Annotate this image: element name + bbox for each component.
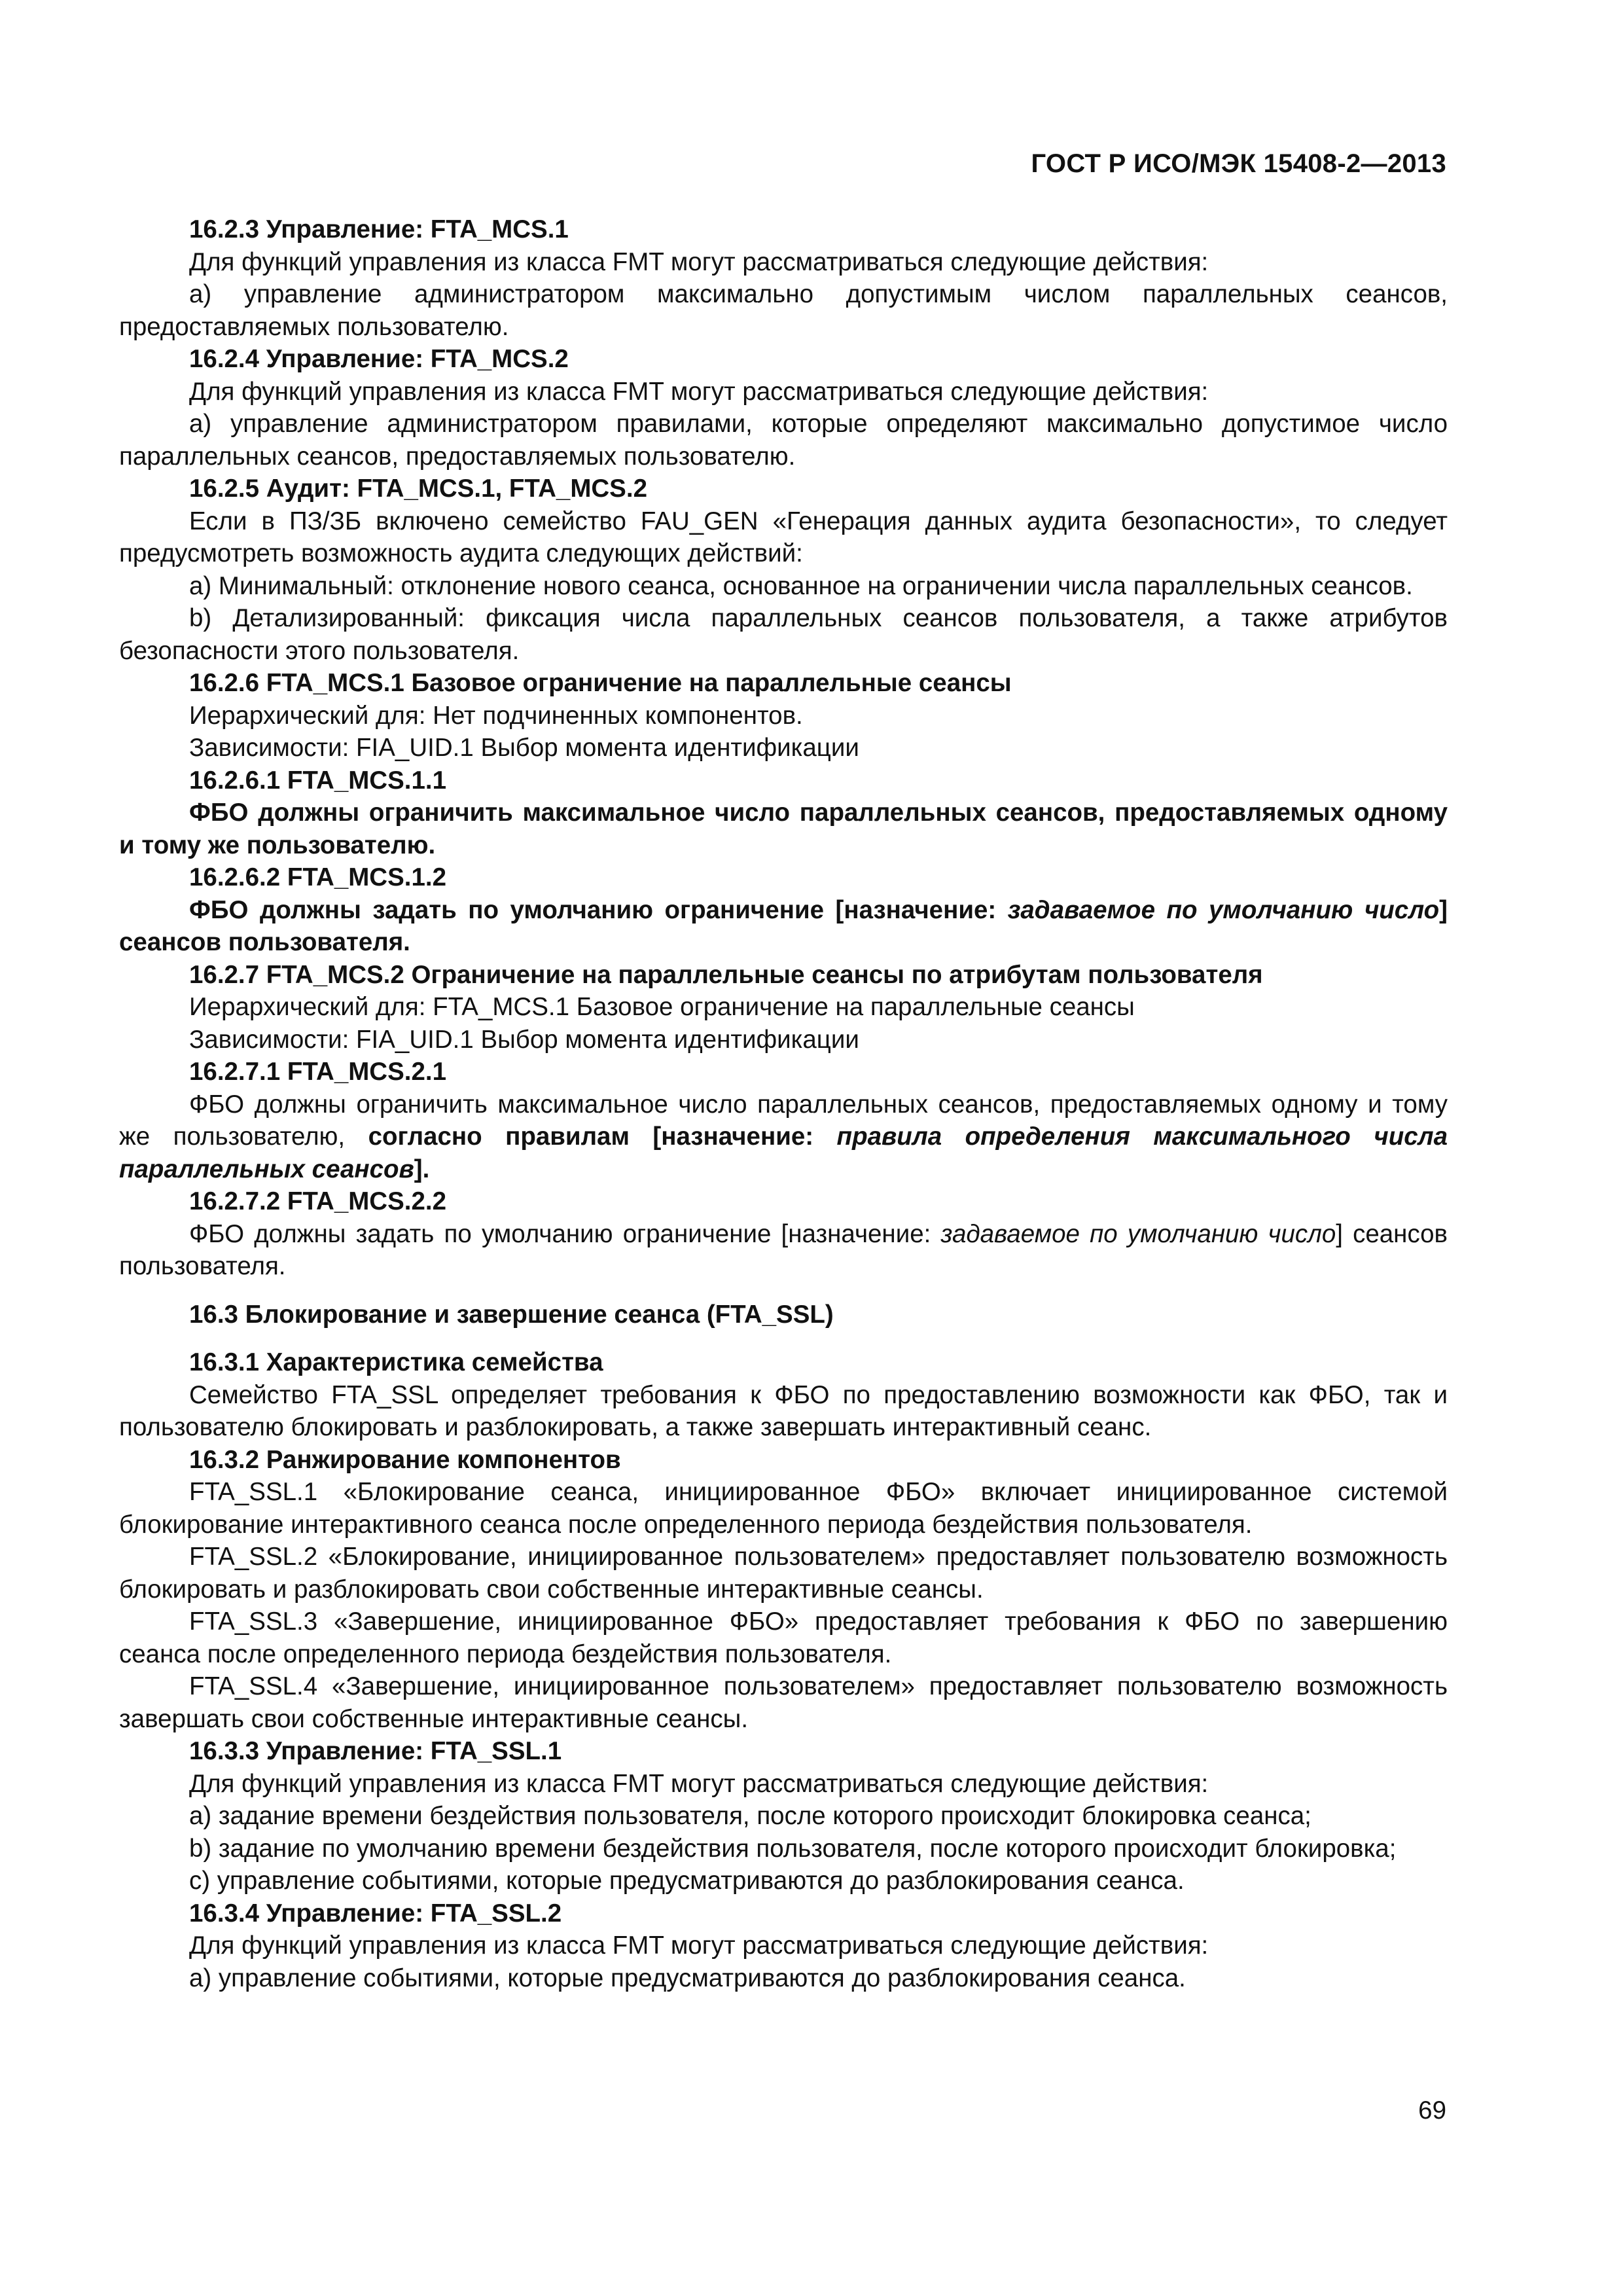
- paragraph: FTA_SSL.1 «Блокирование сеанса, инициированное ФБО» включает инициированное системой блокирование интерактивного сеанса после определенного периода бездействия пользователя.: [119, 1478, 1448, 1539]
- list-item: b) Детализированный: фиксация числа параллельных сеансов пользователя, а также атрибутов безопасности этого пользователя.: [119, 604, 1448, 665]
- element-text: [119, 1218, 1448, 1283]
- assignment-italic: правила определения максимального числа параллельных сеансов: [119, 1122, 1448, 1183]
- dependencies-line: Зависимости: FIA_UID.1 Выбор момента идентификации: [189, 734, 859, 762]
- element-text: [119, 894, 1448, 959]
- section-heading-16-2-4: 16.2.4 Управление: FTA_MCS.2: [189, 345, 569, 373]
- element-text: [119, 1088, 1448, 1186]
- document-id-header: ГОСТ Р ИСО/МЭК 15408-2—2013: [1031, 149, 1446, 178]
- text-run: ФБО должны задать по умолчанию ограничение [назначение:: [189, 1219, 941, 1248]
- section-heading-16-2-6: 16.2.6 FTA_MCS.1 Базовое ограничение на параллельные сеансы: [189, 669, 1012, 697]
- text-run: ] сеансов пользователя.: [119, 1219, 1448, 1280]
- element-heading-16-2-6-1: 16.2.6.1 FTA_MCS.1.1: [189, 766, 447, 795]
- section-heading-16-3-2: 16.3.2 Ранжирование компонентов: [189, 1445, 621, 1474]
- text-run: ФБО должны задать по умолчанию ограничение [назначение:: [189, 895, 1008, 924]
- section-heading-16-3-4: 16.3.4 Управление: FTA_SSL.2: [189, 1899, 562, 1928]
- paragraph: Если в ПЗ/ЗБ включено семейство FAU_GEN «Генерация данных аудита безопасности», то следует предусмотреть возможность аудита следующих действий:: [119, 507, 1448, 567]
- list-item: c) управление событиями, которые предусматриваются до разблокирования сеанса.: [189, 1867, 1185, 1895]
- hierarchical-line: Иерархический для: FTA_MCS.1 Базовое ограничение на параллельные сеансы: [189, 993, 1135, 1021]
- page-content: [119, 213, 1448, 1994]
- list-item: a) управление событиями, которые предусматриваются до разблокирования сеанса.: [189, 1964, 1186, 1992]
- assignment-italic: задаваемое по умолчанию число: [940, 1219, 1336, 1248]
- text-run: ФБО должны ограничить максимальное число параллельных сеансов, предоставляемых одному и тому же пользователю,: [119, 1090, 1448, 1151]
- dependencies-line: Зависимости: FIA_UID.1 Выбор момента идентификации: [189, 1025, 859, 1054]
- paragraph: FTA_SSL.3 «Завершение, инициированное ФБО» предоставляет требования к ФБО по завершению сеанса после определенного периода бездействия пользователя.: [119, 1607, 1448, 1668]
- paragraph: Для функций управления из класса FMT могут рассматриваться следующие действия:: [189, 377, 1209, 406]
- paragraph: Для функций управления из класса FMT могут рассматриваться следующие действия:: [189, 247, 1209, 276]
- list-item: a) Минимальный: отклонение нового сеанса, основанное на ограничении числа параллельных сеансов.: [189, 571, 1413, 600]
- list-item: a) управление администратором правилами, которые определяют максимально допустимое число параллельных сеансов, предоставляемых пользователю.: [119, 410, 1448, 471]
- paragraph: Семейство FTA_SSL определяет требования к ФБО по предоставлению возможности как ФБО, так и пользователю блокировать и разблокировать, а также завершать интерактивный сеанс.: [119, 1380, 1448, 1441]
- text-run: ] сеансов пользователя.: [119, 895, 1448, 956]
- section-heading-16-3-1: 16.3.1 Характеристика семейства: [189, 1348, 603, 1376]
- hierarchical-line: Иерархический для: Нет подчиненных компонентов.: [189, 701, 803, 730]
- list-item: a) задание времени бездействия пользователя, после которого происходит блокировка сеанса;: [189, 1802, 1311, 1830]
- section-heading-16-2-5: 16.2.5 Аудит: FTA_MCS.1, FTA_MCS.2: [189, 475, 647, 503]
- element-heading-16-2-6-2: 16.2.6.2 FTA_MCS.1.2: [189, 863, 447, 891]
- section-heading-16-2-7: 16.2.7 FTA_MCS.2 Ограничение на параллельные сеансы по атрибутам пользователя: [189, 960, 1263, 989]
- paragraph: FTA_SSL.4 «Завершение, инициированное пользователем» предоставляет пользователю возможность завершать свои собственные интерактивные сеансы.: [119, 1672, 1448, 1733]
- assignment-italic: задаваемое по умолчанию число: [1007, 895, 1440, 924]
- element-text: ФБО должны ограничить максимальное число параллельных сеансов, предоставляемых одному и тому же пользователю.: [119, 798, 1448, 859]
- section-heading-16-3: 16.3 Блокирование и завершение сеанса (FTA_SSL): [189, 1300, 834, 1329]
- text-run-bold: согласно правилам [назначение:: [368, 1122, 837, 1151]
- paragraph: Для функций управления из класса FMT могут рассматриваться следующие действия:: [189, 1931, 1209, 1960]
- page-number: 69: [1418, 2096, 1446, 2125]
- text-run-bold: ].: [414, 1155, 430, 1183]
- section-heading-16-2-3: 16.2.3 Управление: FTA_MCS.1: [189, 215, 569, 243]
- element-heading-16-2-7-1: 16.2.7.1 FTA_MCS.2.1: [189, 1058, 447, 1086]
- list-item: b) задание по умолчанию времени бездействия пользователя, после которого происходит блокировка;: [189, 1834, 1397, 1863]
- element-heading-16-2-7-2: 16.2.7.2 FTA_MCS.2.2: [189, 1187, 447, 1215]
- section-heading-16-3-3: 16.3.3 Управление: FTA_SSL.1: [189, 1737, 562, 1765]
- paragraph: Для функций управления из класса FMT могут рассматриваться следующие действия:: [189, 1769, 1209, 1798]
- paragraph: FTA_SSL.2 «Блокирование, инициированное пользователем» предоставляет пользователю возможность блокировать и разблокировать свои собственные интерактивные сеансы.: [119, 1543, 1448, 1604]
- list-item: a) управление администратором максимально допустимым числом параллельных сеансов, предоставляемых пользователю.: [119, 280, 1448, 341]
